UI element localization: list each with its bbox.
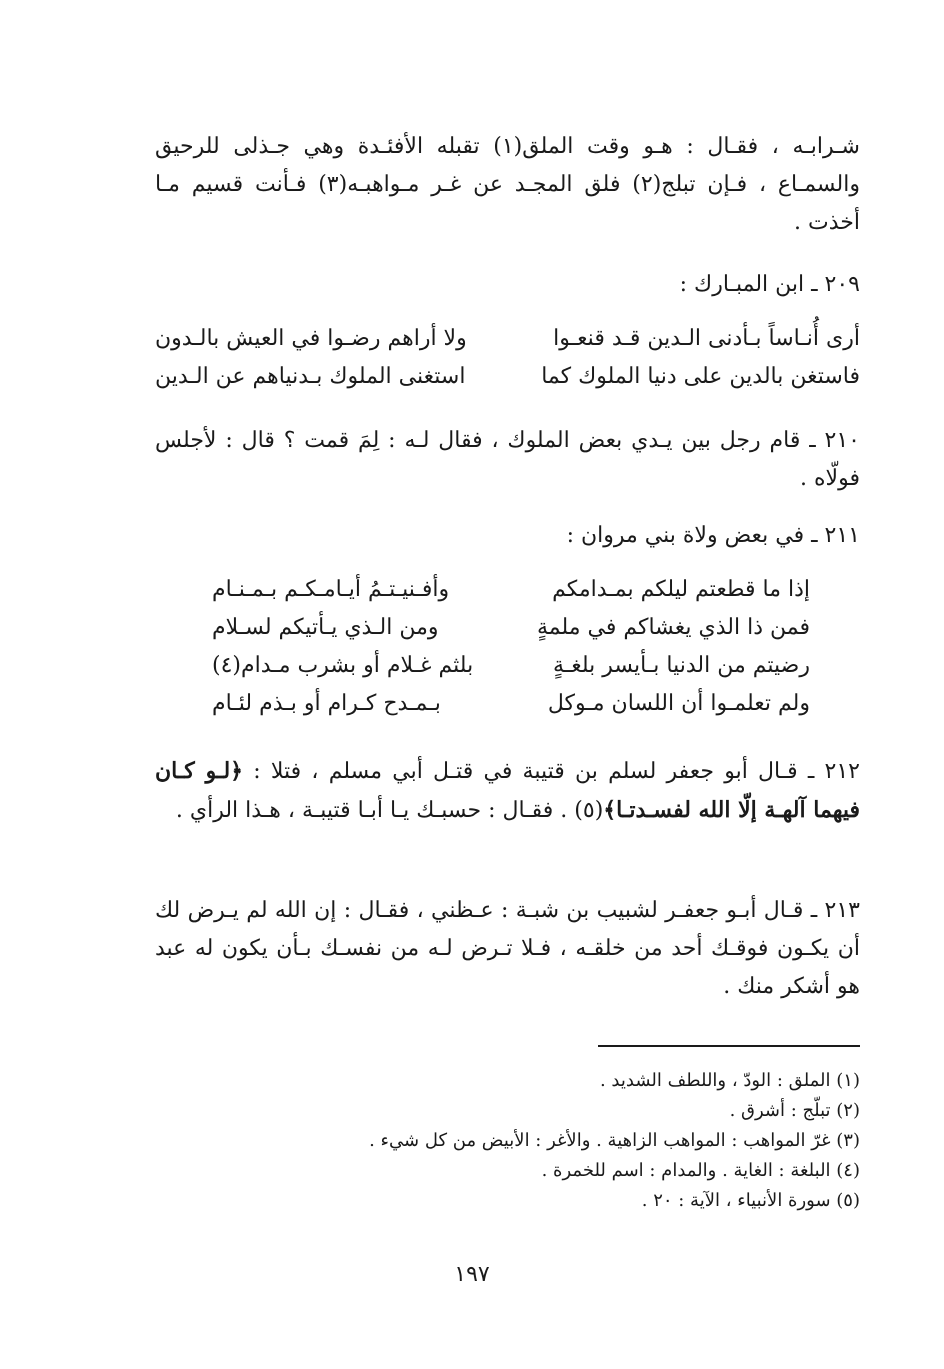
verse-left-hemistich: ولا أراهم رضـوا في العيش بالـدون xyxy=(155,326,467,351)
footnote-4: (٤) البلغة : الغاية . والمدام : اسم للخمرة . xyxy=(541,1160,860,1181)
verse-left-hemistich: بـمـدح كـرام أو بـذم لئـام xyxy=(212,691,441,716)
verse-row xyxy=(212,571,810,609)
verse-right-hemistich: أرى أُنـاساً بـأدنى الـدين قـد قنعـوا xyxy=(553,326,860,351)
footnote-3: (٣) غرّ المواهب : المواهب الزاهية . والأغر : الأبيض من كل شيء . xyxy=(369,1130,860,1151)
heading-211: ٢١١ ـ في بعض ولاة بني مروان : xyxy=(566,523,860,548)
verse-right-hemistich: فمن ذا الذي يغشاكم في ملمةٍ xyxy=(536,615,810,640)
verse-row xyxy=(212,685,810,723)
paragraph-212 xyxy=(155,752,860,830)
verses-211 xyxy=(212,571,810,723)
verse-left-hemistich: وأفـنيـتـمُ أيـامـكـم بـمـنـام xyxy=(212,577,450,602)
footnote-divider xyxy=(598,1045,860,1047)
page-number: ١٩٧ xyxy=(454,1262,490,1287)
paragraph-213: ٢١٣ ـ قـال أبـو جعفـر لشبيب بن شبـة : عـظني ، فقـال : إن الله لم يـرض لك أن يكـون فوقـك أحد من خلقـه ، فـلا تـرض لـه من نفسـك بـأن يكون له عبد هو أشكر منك . xyxy=(155,898,860,999)
verse-right-hemistich: فاستغن بالدين على دنيا الملوك كما xyxy=(541,364,860,389)
quran-quote: ﴿لـو كـان فيهما آلهـة إلّا الله لفسـدتـا﴾ xyxy=(155,758,860,823)
verse-row xyxy=(155,358,860,396)
footnotes xyxy=(155,1066,860,1216)
verse-left-hemistich: ومن الـذي يـأتيكم لسـلام xyxy=(212,615,439,640)
footnote-2: (٢) تبلّج : أشرق . xyxy=(729,1100,860,1121)
heading-209: ٢٠٩ ـ ابن المبـارك : xyxy=(679,272,860,297)
verse-row xyxy=(212,609,810,647)
verse-right-hemistich: إذا ما قطعتم ليلكم بمـدامكم xyxy=(552,577,810,602)
paragraph-212-rest: (٥) . فقـال : حسبـك يـا أبـا قتيبـة ، هـذا الرأي . xyxy=(175,798,604,823)
verse-row xyxy=(155,320,860,358)
paragraph-212-intro: ٢١٢ ـ قـال أبو جعفر لسلم بن قتيبة في قتـل أبي مسلم ، فتلا : xyxy=(243,759,860,784)
paragraph-210: ٢١٠ ـ قام رجل بين يـدي بعض الملوك ، فقال لـه : لِمَ قمت ؟ قال : لأجلس فولّاه . xyxy=(155,428,860,491)
paragraph-208-continuation: شـرابـه ، فقـال : هـو وقت الملق(١) تقبله الأفئـدة وهي جـذلى للرحيق والسمـاع ، فـإن تبلج(٢) فلق المجـد عن غـر مـواهبـه(٣) فـأنت قسيم مـا أخذت . xyxy=(155,134,860,235)
verse-left-hemistich: استغنى الملوك بـدنياهم عن الـدين xyxy=(155,364,466,389)
footnote-1: (١) الملق : الودّ ، واللطف الشديد . xyxy=(599,1070,860,1091)
verse-right-hemistich: رضيتم من الدنيا بـأيسر بلغـةٍ xyxy=(553,653,810,678)
verse-row xyxy=(212,647,810,685)
verse-left-hemistich: بلثم غـلام أو بشرب مـدام(٤) xyxy=(212,653,474,678)
verse-right-hemistich: ولم تعلمـوا أن اللسان مـوكل xyxy=(547,691,810,716)
footnote-5: (٥) سورة الأنبياء ، الآية : ٢٠ . xyxy=(641,1190,860,1211)
verses-209 xyxy=(155,320,860,396)
